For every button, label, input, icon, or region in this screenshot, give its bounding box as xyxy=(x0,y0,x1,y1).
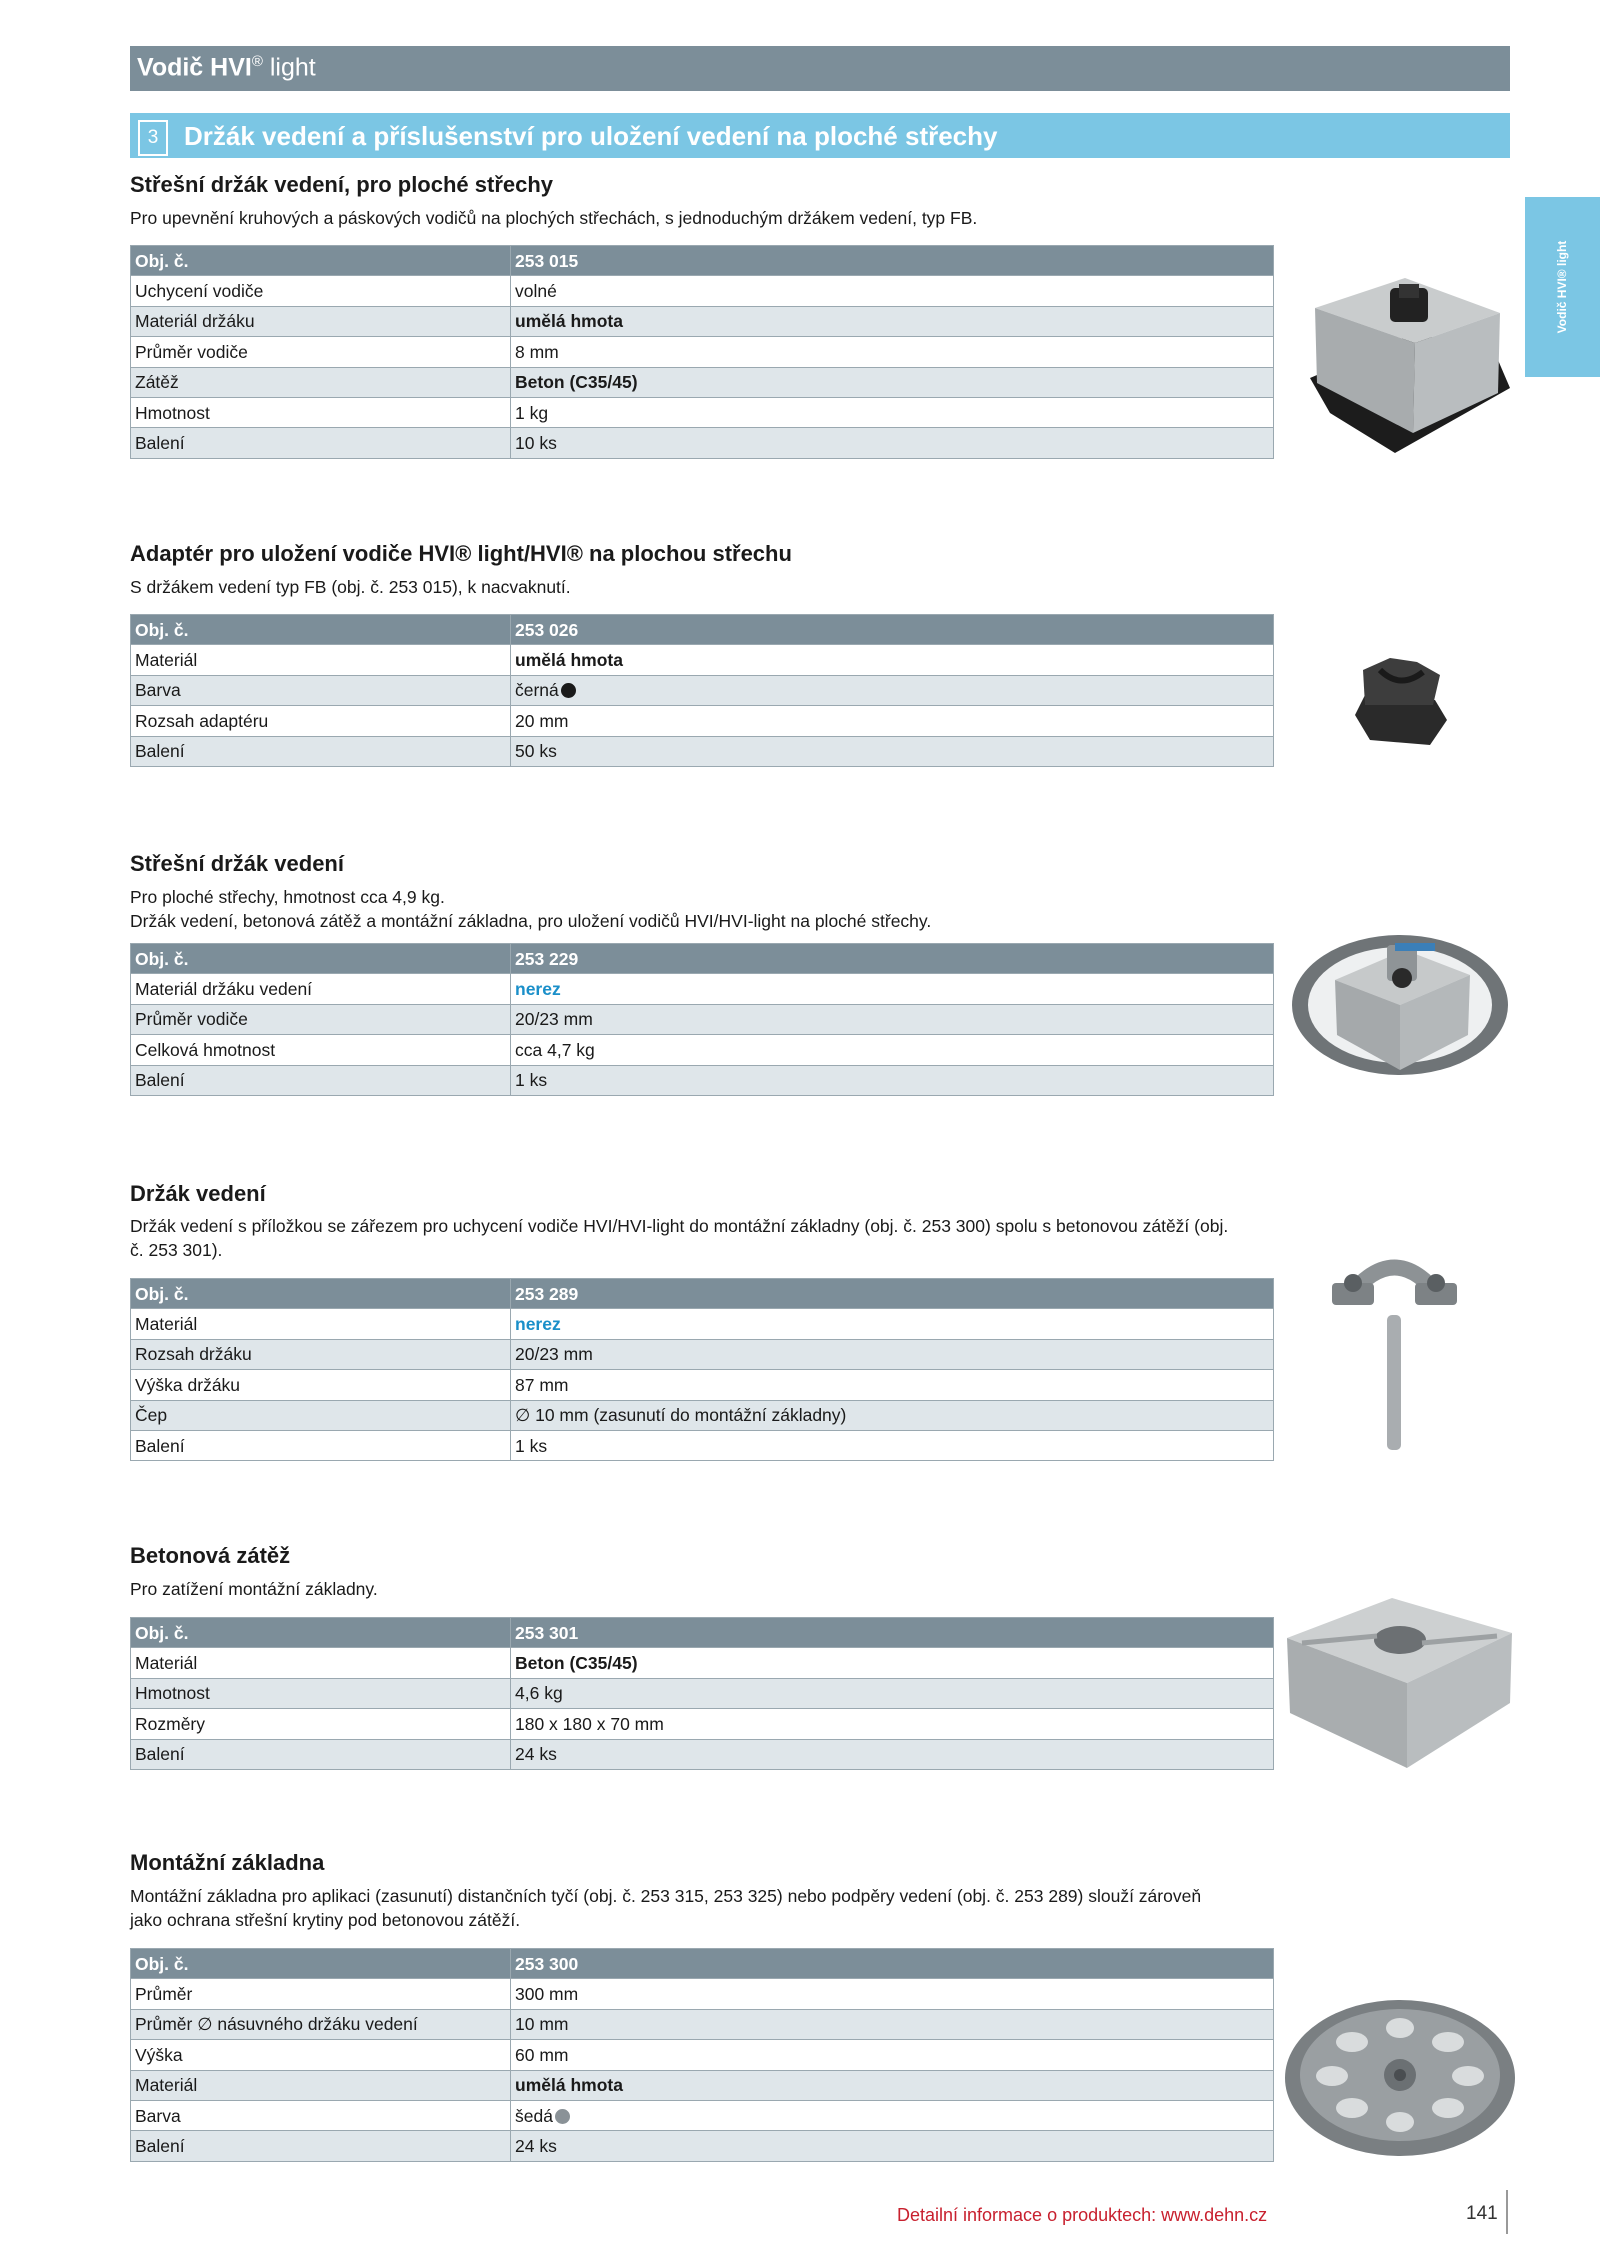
table-row: Barva černá xyxy=(131,675,1274,705)
product-description: Pro upevnění kruhových a páskových vodičů na plochých střechách, s jednoduchým držákem vedení, typ FB. xyxy=(130,208,978,228)
spec-table xyxy=(130,943,1274,1096)
table-row: Obj. č. 253 229 xyxy=(131,944,1274,974)
table-row: Materiál držáku vedení nerez xyxy=(131,974,1274,1004)
product-title: Držák vedení xyxy=(130,1181,266,1206)
header-title: Vodič HVI® light xyxy=(137,53,316,82)
table-row: Hmotnost 4,6 kg xyxy=(131,1678,1274,1708)
table-row: Materiál umělá hmota xyxy=(131,2070,1274,2100)
product-image-conductor-holder xyxy=(1320,1235,1470,1460)
table-row: Průměr vodiče 8 mm xyxy=(131,337,1274,367)
table-row: Zátěž Beton (C35/45) xyxy=(131,367,1274,397)
table-row: Balení 10 ks xyxy=(131,428,1274,458)
product-description: S držákem vedení typ FB (obj. č. 253 015), k nacvaknutí. xyxy=(130,577,571,597)
grey-color-dot xyxy=(555,2109,570,2124)
table-row: Obj. č. 253 026 xyxy=(131,615,1274,645)
product-title: Adaptér pro uložení vodiče HVI® light/HVI® na plochou střechu xyxy=(130,541,792,566)
page-divider xyxy=(1506,2190,1508,2234)
header-bar xyxy=(130,46,1510,91)
table-row: Obj. č. 253 301 xyxy=(131,1618,1274,1648)
table-row: Výška držáku 87 mm xyxy=(131,1370,1274,1400)
product-title: Betonová zátěž xyxy=(130,1543,291,1568)
table-row: Materiál Beton (C35/45) xyxy=(131,1648,1274,1678)
table-row: Uchycení vodiče volné xyxy=(131,276,1274,306)
spec-table xyxy=(130,1948,1274,2162)
black-color-dot xyxy=(561,683,576,698)
table-row: Balení 1 ks xyxy=(131,1430,1274,1460)
table-row: Obj. č. 253 289 xyxy=(131,1279,1274,1309)
product-image-roof-support-set xyxy=(1285,905,1515,1090)
product-description: Pro zatížení montážní základny. xyxy=(130,1579,378,1599)
table-row: Balení 24 ks xyxy=(131,1739,1274,1769)
product-image-mounting-base xyxy=(1280,1990,1520,2160)
table-row: Balení 24 ks xyxy=(131,2131,1274,2161)
table-row: Výška 60 mm xyxy=(131,2040,1274,2070)
table-row: Balení 1 ks xyxy=(131,1065,1274,1095)
product-description: Držák vedení s příložkou se zářezem pro uchycení vodiče HVI/HVI-light do montážní základny (obj. č. 253 300) spolu s betonovou zátěží (obj. č. 253 301). xyxy=(130,1216,1229,1260)
section-number: 3 xyxy=(138,120,168,156)
spec-table xyxy=(130,1617,1274,1770)
table-row: Hmotnost 1 kg xyxy=(131,397,1274,427)
table-row: Celková hmotnost cca 4,7 kg xyxy=(131,1035,1274,1065)
table-row: Průměr vodiče 20/23 mm xyxy=(131,1004,1274,1034)
spec-table xyxy=(130,245,1274,459)
product-description: Pro ploché střechy, hmotnost cca 4,9 kg. Držák vedení, betonová zátěž a montážní základna, pro uložení vodičů HVI/HVI-light na ploché střechy. xyxy=(130,887,932,931)
table-row: Rozměry 180 x 180 x 70 mm xyxy=(131,1709,1274,1739)
table-row: Obj. č. 253 300 xyxy=(131,1949,1274,1979)
product-image-adapter xyxy=(1345,650,1455,750)
product-image-roof-holder xyxy=(1295,258,1525,458)
table-row: Průměr 300 mm xyxy=(131,1979,1274,2009)
product-title: Střešní držák vedení, pro ploché střechy xyxy=(130,172,554,197)
table-row: Průměr ∅ násuvného držáku vedení 10 mm xyxy=(131,2009,1274,2039)
spec-table xyxy=(130,1278,1274,1461)
table-row: Čep ∅ 10 mm (zasunutí do montážní základny) xyxy=(131,1400,1274,1430)
table-row: Obj. č. 253 015 xyxy=(131,246,1274,276)
product-title: Střešní držák vedení xyxy=(130,851,344,876)
footer-link[interactable]: Detailní informace o produktech: www.dehn.cz xyxy=(897,2205,1268,2225)
section-title: Držák vedení a příslušenství pro uložení vedení na ploché střechy xyxy=(184,121,998,151)
product-image-concrete-block xyxy=(1282,1588,1517,1773)
table-row: Balení 50 ks xyxy=(131,736,1274,766)
table-row: Materiál držáku umělá hmota xyxy=(131,306,1274,336)
table-row: Materiál nerez xyxy=(131,1309,1274,1339)
page-number: 141 xyxy=(1466,2203,1498,2224)
table-row: Rozsah adaptéru 20 mm xyxy=(131,706,1274,736)
side-tab-label: Vodič HVI® light xyxy=(1555,240,1569,334)
table-row: Barva šedá xyxy=(131,2100,1274,2130)
table-row: Materiál umělá hmota xyxy=(131,645,1274,675)
product-title: Montážní základna xyxy=(130,1850,325,1875)
spec-table xyxy=(130,614,1274,767)
table-row: Rozsah držáku 20/23 mm xyxy=(131,1339,1274,1369)
product-description: Montážní základna pro aplikaci (zasunutí) distančních tyčí (obj. č. 253 315, 253 325) nebo podpěry vedení (obj. č. 253 289) slouží zároveň jako ochrana střešní krytiny pod betonovou zátěží. xyxy=(130,1886,1202,1930)
